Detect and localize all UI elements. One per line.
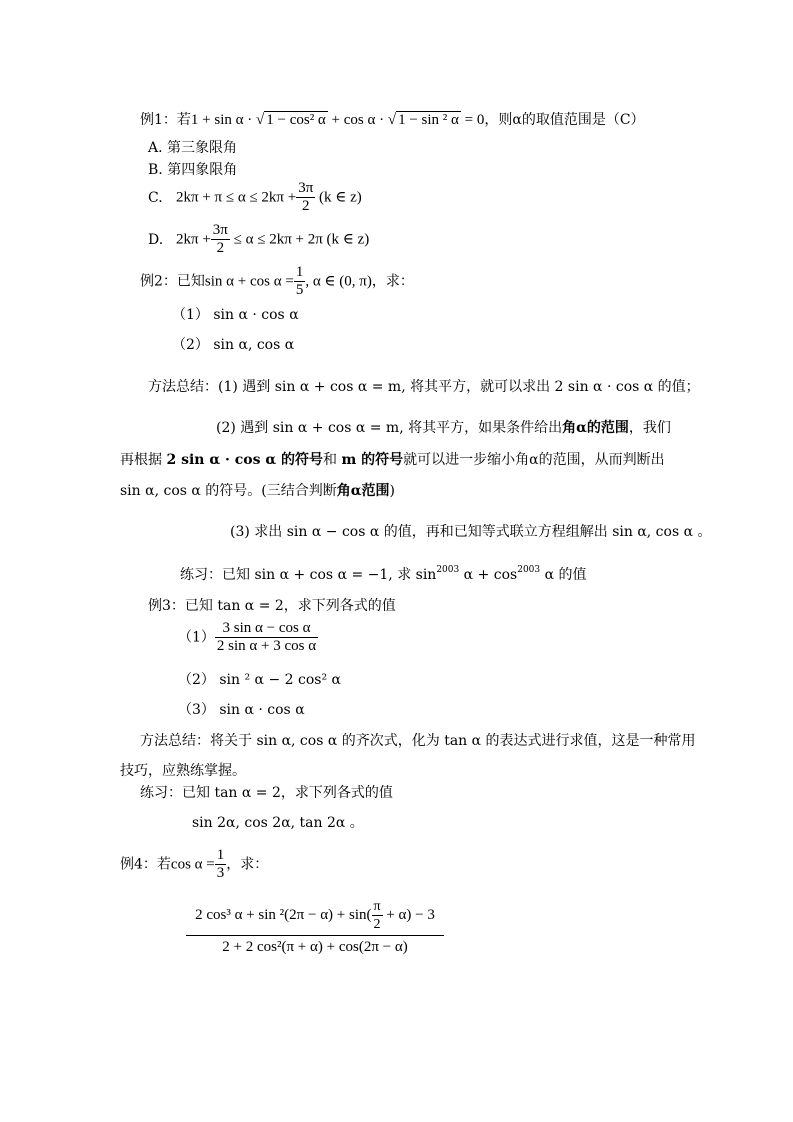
- method-summary-2-line-2: 技巧，应熟练掌握。: [120, 763, 246, 779]
- example-2-question: [140, 264, 414, 299]
- practice-text: α 的值: [540, 567, 587, 583]
- example-1-option-d: [148, 222, 369, 257]
- example-1-label: 例1：若: [140, 112, 191, 128]
- line-text: 就可以进一步缩小角α的范围，从而判断出: [403, 452, 665, 468]
- big-fraction-numerator: [186, 898, 444, 936]
- fraction-numerator: π: [373, 899, 381, 914]
- sqrt-sign: √: [387, 112, 397, 128]
- example-2-label: 例2：已知: [140, 273, 205, 290]
- example-1-option-a: A. 第三象限角: [148, 140, 238, 156]
- inner-fraction: [372, 898, 383, 933]
- option-d-label: D.: [148, 231, 164, 248]
- example-3-question: 例3：已知 tan α = 2，求下列各式的值: [148, 598, 396, 614]
- method-summary-1-line-4: [120, 481, 395, 501]
- option-d-left: 2kπ +: [176, 231, 211, 248]
- option-c-fraction: [296, 180, 315, 215]
- method-summary-1-line-5: (3) 求出 sin α − cos α 的值，再和已知等式联立方程组解出 sin α, cos α 。: [230, 524, 712, 540]
- example-4-expr-left: cos α =: [170, 856, 215, 873]
- example-1-suffix: ，则α的取值范围是（C）: [484, 112, 645, 128]
- line-text: (2) 遇到 sin α + cos α = m, 将其平方，如果条件给出: [216, 420, 563, 436]
- fraction-numerator: 3π: [212, 222, 228, 238]
- example-4-fraction: [215, 847, 227, 882]
- example-3-fraction: [215, 620, 318, 655]
- example-2-expr-left: sin α + cos α =: [204, 273, 294, 290]
- example-4-question: [120, 847, 268, 882]
- option-d-right: ≤ α ≤ 2kπ + 2π (k ∈ z): [229, 231, 370, 248]
- fraction-denominator: 2: [302, 198, 310, 214]
- example-1-expr-2: + cos α ·: [327, 112, 388, 128]
- fraction-numerator: 1: [295, 264, 304, 280]
- example-1-option-b: B. 第四象限角: [148, 162, 238, 178]
- practice-2-line-2: sin 2α, cos 2α, tan 2α 。: [192, 815, 364, 831]
- emphasis-text: 角α范围: [336, 483, 390, 499]
- option-d-fraction: [211, 222, 230, 257]
- fraction-numerator: 1: [216, 847, 225, 863]
- fraction-denominator: 2: [216, 240, 225, 256]
- fraction-numerator: 3π: [298, 180, 314, 196]
- example-1-root-1: 1 − cos² α: [266, 112, 326, 128]
- fraction-denominator: 3: [216, 865, 225, 881]
- fraction-denominator: 2: [373, 917, 381, 932]
- big-fraction-denominator: 2 + 2 cos²(π + α) + cos(2π − α): [222, 939, 408, 955]
- line-text: sin α, cos α 的符号。(三结合判断: [120, 483, 337, 499]
- example-2-expr-right: , α ∈ (0, π): [305, 273, 372, 290]
- example-1-option-c: [148, 180, 362, 215]
- method-summary-1-line-2: [216, 418, 671, 438]
- example-1-question: [140, 110, 645, 130]
- example-2-fraction: [294, 264, 306, 299]
- example-2-part-1: （1） sin α · cos α: [172, 307, 299, 323]
- line-text: 和: [322, 452, 342, 468]
- part-label: （1）: [178, 629, 215, 646]
- line-text: ，我们: [628, 420, 671, 436]
- method-summary-1-line-3: [120, 450, 665, 470]
- fraction-denominator: 5: [295, 282, 304, 298]
- example-4-label: 例4：若: [120, 856, 171, 873]
- emphasis-text: 角α的范围: [562, 420, 629, 436]
- emphasis-text: 2 sin α · cos α 的符号: [166, 452, 323, 468]
- example-1-expr-1: 1 + sin α ·: [190, 112, 256, 128]
- line-text: 再根据: [120, 452, 167, 468]
- practice-text: α + cos: [459, 567, 518, 583]
- fraction-denominator: 2 sin α + 3 cos α: [216, 638, 317, 654]
- example-2-part-2: （2） sin α, cos α: [172, 337, 295, 353]
- exponent: 2003: [517, 565, 541, 575]
- example-4-suffix: ，求：: [226, 856, 269, 873]
- practice-2-line-1: 练习：已知 tan α = 2，求下列各式的值: [140, 785, 393, 801]
- example-3-part-3: （3） sin α · cos α: [178, 702, 305, 718]
- example-1-root-2: 1 − sin ² α: [398, 112, 459, 128]
- exponent: 2003: [436, 565, 460, 575]
- line-text: ): [389, 483, 396, 499]
- fraction-numerator: 3 sin α − cos α: [215, 620, 318, 638]
- numerator-part: + α) − 3: [382, 906, 435, 923]
- emphasis-text: m 的符号: [341, 452, 404, 468]
- sqrt-sign: √: [256, 112, 265, 128]
- practice-text: 练习：已知 sin α + cos α = −1, 求 sin: [180, 567, 437, 583]
- practice-1: [180, 565, 587, 585]
- method-summary-1-line-1: 方法总结：(1) 遇到 sin α + cos α = m, 将其平方，就可以求出 2 sin α · cos α 的值；: [148, 379, 700, 395]
- example-2-suffix: ，求：: [371, 273, 414, 290]
- option-c-right: (k ∈ z): [315, 189, 362, 206]
- method-summary-2-line-1: 方法总结：将关于 sin α, cos α 的齐次式，化为 tan α 的表达式进行求值，这是一种常用: [140, 733, 696, 749]
- example-3-part-2: （2） sin ² α − 2 cos² α: [178, 672, 341, 688]
- option-c-label: C.: [148, 189, 163, 206]
- example-1-expr-3: = 0: [460, 112, 485, 128]
- example-4-big-fraction: [186, 898, 444, 956]
- option-c-left: 2kπ + π ≤ α ≤ 2kπ +: [176, 189, 297, 206]
- numerator-part: 2 cos³ α + sin ²(2π − α) + sin(: [195, 906, 372, 923]
- example-3-part-1: [178, 620, 318, 655]
